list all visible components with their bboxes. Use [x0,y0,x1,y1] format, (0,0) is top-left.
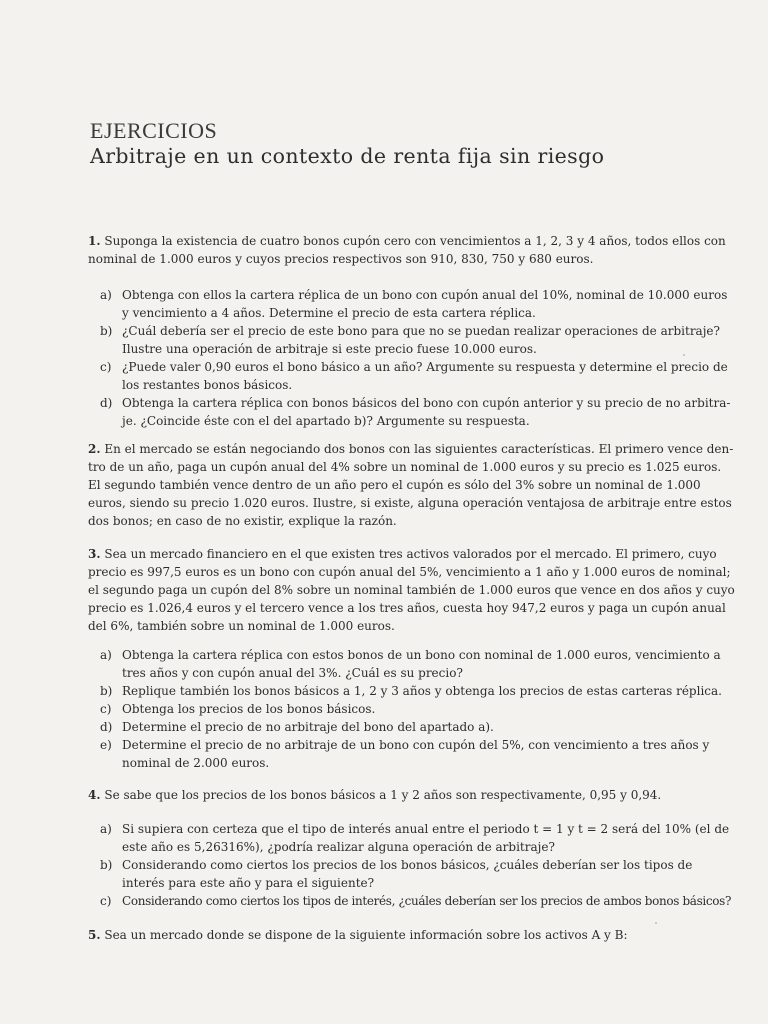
exercise-2-line-4: euros, siendo su precio 1.020 euros. Ilustre, si existe, alguna operación ventajosa de arbitraje entre estos [88,496,732,510]
exercise-2-line-2: tro de un año, paga un cupón anual del 4% sobre un nominal de 1.000 euros y su precio es 1.025 euros. [88,460,722,474]
item-line: Determine el precio de no arbitraje del bono del apartado a). [122,720,494,734]
item-line: nominal de 2.000 euros. [122,756,270,770]
exercise-1 [88,232,726,268]
item-label: c) [100,702,112,716]
exercise-3-item-c [100,700,680,718]
item-label: d) [100,396,113,410]
item-line: interés para este año y para el siguiente? [122,876,375,890]
exercise-4 [88,786,680,804]
exercise-3-items [100,646,722,772]
item-label: d) [100,720,113,734]
item-line: ¿Cuál debería ser el precio de este bono para que no se puedan realizar operaciones de arbitraje? [122,324,720,338]
exercise-3-item-d [100,718,680,736]
section-heading-text: EJERCICIOS [90,118,218,143]
exercise-3-line-1: Sea un mercado financiero en el que existen tres activos valorados por el mercado. El primero, cuyo [104,547,717,561]
exercise-1-line-2: nominal de 1.000 euros y cuyos precios respectivos son 910, 830, 750 y 680 euros. [88,252,594,266]
exercise-3-line-2: precio es 997,5 euros es un bono con cupón anual del 5%, vencimiento a 1 año y 1.000 euros de nominal; [88,565,731,579]
exercise-1-items [100,286,731,430]
scan-speck [683,354,685,356]
item-label: a) [100,822,112,836]
exercise-3 [88,545,735,635]
item-line: Considerando como ciertos los tipos de interés, ¿cuáles deberían ser los precios de ambos bonos básicos? [122,894,732,908]
item-line: Ilustre una operación de arbitraje si este precio fuese 10.000 euros. [122,342,537,356]
exercise-3-line-4: precio es 1.026,4 euros y el tercero vence a los tres años, cuesta hoy 947,2 euros y paga un cupón anual [88,601,726,615]
item-line: tres años y con cupón anual del 3%. ¿Cuál es su precio? [122,666,463,680]
exercise-3-line-5: del 6%, también sobre un nominal de 1.000 euros. [88,619,395,633]
exercise-1-item-a [100,286,728,322]
item-line: este año es 5,26316%), ¿podría realizar alguna operación de arbitraje? [122,840,555,854]
exercise-1-item-b [100,322,720,358]
exercise-4-item-b [100,856,693,892]
exercise-4-line-1: Se sabe que los precios de los bonos básicos a 1 y 2 años son respectivamente, 0,95 y 0,94. [104,788,662,802]
exercise-1-item-c [100,358,728,394]
exercise-3-line-3: el segundo paga un cupón del 8% sobre un nominal también de 1.000 euros que vence en dos años y cuyo [88,583,735,597]
exercise-4-number: 4. [88,788,101,802]
item-label: c) [100,894,112,908]
item-line: Considerando como ciertos los precios de los bonos básicos, ¿cuáles deberían ser los tipos de [122,858,693,872]
item-label: c) [100,360,112,374]
exercise-2-line-5: dos bonos; en caso de no existir, explique la razón. [88,514,397,528]
exercise-4-item-c [100,892,732,910]
exercise-1-item-d [100,394,731,430]
item-label: a) [100,288,112,302]
item-label: b) [100,324,113,338]
exercise-3-item-e [100,736,710,772]
exercise-4-item-a [100,820,730,856]
item-line: Determine el precio de no arbitraje de un bono con cupón del 5%, con vencimiento a tres años y [122,738,710,752]
item-label: e) [100,738,112,752]
exercise-1-number: 1. [88,234,101,248]
item-line: Obtenga con ellos la cartera réplica de un bono con cupón anual del 10%, nominal de 10.000 euros [122,288,728,302]
exercise-1-line-1: Suponga la existencia de cuatro bonos cupón cero con vencimientos a 1, 2, 3 y 4 años, todos ellos con [104,234,726,248]
item-line: los restantes bonos básicos. [122,378,293,392]
item-label: b) [100,684,113,698]
item-line: Obtenga la cartera réplica con estos bonos de un bono con nominal de 1.000 euros, vencimiento a [122,648,721,662]
exercise-5-number: 5. [88,928,101,942]
item-label: a) [100,648,112,662]
exercise-5 [88,926,680,944]
exercise-2 [88,440,734,530]
item-line: y vencimiento a 4 años. Determine el precio de esta cartera réplica. [122,306,536,320]
exercise-2-number: 2. [88,442,101,456]
item-label: b) [100,858,113,872]
item-line: Replique también los bonos básicos a 1, 2 y 3 años y obtenga los precios de estas carteras réplica. [122,684,722,698]
exercise-3-item-b [100,682,722,700]
exercise-2-line-3: El segundo también vence dentro de un año pero el cupón es sólo del 3% sobre un nominal de 1.000 [88,478,701,492]
item-line: Si supiera con certeza que el tipo de interés anual entre el periodo t = 1 y t = 2 será del 10% (el de [122,822,730,836]
exercise-5-line-1: Sea un mercado donde se dispone de la siguiente información sobre los activos A y B: [104,928,628,942]
item-line: ¿Puede valer 0,90 euros el bono básico a un año? Argumente su respuesta y determine el precio de [122,360,728,374]
section-heading [90,118,217,144]
scan-speck [655,922,657,924]
item-line: Obtenga la cartera réplica con bonos básicos del bono con cupón anterior y su precio de no arbitra- [122,396,731,410]
exercise-3-number: 3. [88,547,101,561]
exercise-3-item-a [100,646,721,682]
item-line: je. ¿Coincide éste con el del apartado b)? Argumente su respuesta. [122,414,530,428]
exercise-4-items [100,820,732,910]
exercise-2-line-1: En el mercado se están negociando dos bonos con las siguientes características. El primero vence den- [104,442,734,456]
item-line: Obtenga los precios de los bonos básicos. [122,702,376,716]
page-title: Arbitraje en un contexto de renta fija sin riesgo [90,144,605,168]
